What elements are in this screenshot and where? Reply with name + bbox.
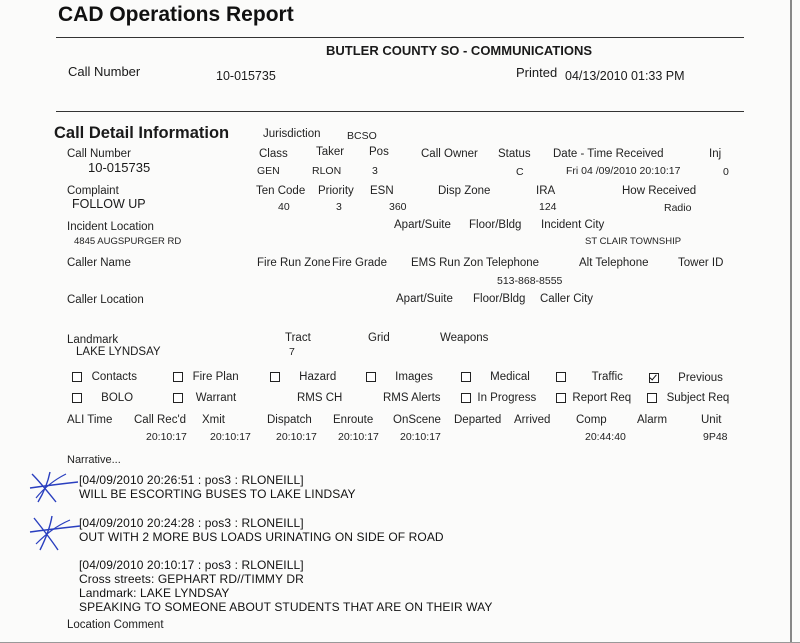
- fire-run-zone-label: Fire Run Zone: [257, 257, 331, 269]
- call-number-value: 10-015735: [88, 160, 151, 175]
- header-divider: [56, 37, 744, 38]
- status-label: Status: [498, 148, 531, 160]
- checkbox-label: Previous: [678, 372, 723, 384]
- call-recd-value: 20:10:17: [146, 431, 187, 443]
- priority-label: Priority: [318, 185, 354, 197]
- ten-code-value: 40: [278, 201, 290, 213]
- esn-value: 360: [389, 201, 407, 213]
- onscene-value: 20:10:17: [400, 431, 441, 443]
- header-call-number-label: Call Number: [68, 64, 141, 79]
- ten-code-label: Ten Code: [256, 185, 306, 197]
- rms-ch-label: RMS CH: [297, 392, 343, 404]
- checkbox-box[interactable]: [556, 393, 566, 403]
- apart-suite-label: Apart/Suite: [394, 219, 451, 231]
- grid-label: Grid: [368, 332, 390, 344]
- report-title: CAD Operations Report: [58, 3, 294, 26]
- checkbox-label: Subject Req: [666, 392, 730, 404]
- call-owner-label: Call Owner: [421, 148, 478, 160]
- tower-id-label: Tower ID: [678, 257, 724, 269]
- pos-value: 3: [372, 165, 378, 177]
- esn-label: ESN: [370, 185, 394, 197]
- checkbox-label: In Progress: [477, 392, 537, 404]
- checkbox-medical[interactable]: [461, 371, 530, 383]
- checkbox-box[interactable]: [173, 372, 183, 382]
- checkbox-box[interactable]: [270, 372, 280, 382]
- narrative-label: Narrative...: [67, 454, 121, 466]
- checkbox-fire-plan[interactable]: [173, 371, 239, 383]
- call-recd-label: Call Rec'd: [134, 414, 187, 426]
- checkbox-label: Medical: [490, 371, 530, 383]
- class-label: Class: [259, 148, 288, 160]
- weapons-label: Weapons: [440, 332, 489, 344]
- checkbox-in-progress[interactable]: [461, 392, 536, 404]
- date-time-value: Fri 04 /09/2010 20:10:17: [566, 165, 681, 177]
- unit-value: 9P48: [703, 431, 728, 443]
- ira-label: IRA: [536, 185, 556, 197]
- checkbox-label: Hazard: [299, 371, 337, 383]
- enroute-value: 20:10:17: [338, 431, 379, 443]
- narrative-entry-line: Landmark: LAKE LYNDSAY: [79, 586, 230, 600]
- xmit-value: 20:10:17: [210, 431, 251, 443]
- printed-value: 04/13/2010 01:33 PM: [565, 69, 685, 83]
- checkbox-warrant[interactable]: [173, 392, 236, 404]
- checkbox-box[interactable]: [461, 372, 471, 382]
- location-comment-label: Location Comment: [67, 619, 164, 631]
- checkbox-hazard[interactable]: [270, 371, 336, 383]
- complaint-label: Complaint: [67, 185, 119, 197]
- narrative-entry-line: SPEAKING TO SOMEONE ABOUT STUDENTS THAT ARE ON THEIR WAY: [79, 600, 493, 614]
- onscene-label: OnScene: [393, 414, 441, 426]
- caller-apart-suite-label: Apart/Suite: [396, 293, 453, 305]
- checkbox-label: Images: [395, 371, 433, 383]
- alarm-label: Alarm: [637, 414, 668, 426]
- caller-name-label: Caller Name: [67, 257, 131, 269]
- header-call-number-value: 10-015735: [216, 69, 276, 83]
- narrative-entry-line: Cross streets: GEPHART RD//TIMMY DR: [79, 572, 304, 586]
- date-time-label: Date - Time Received: [553, 148, 664, 160]
- incident-location-value: 4845 AUGSPURGER RD: [74, 236, 182, 247]
- checkbox-previous[interactable]: [649, 372, 723, 384]
- taker-value: RLON: [312, 165, 342, 177]
- dispatch-value: 20:10:17: [276, 431, 317, 443]
- landmark-label: Landmark: [67, 334, 119, 346]
- taker-label: Taker: [316, 146, 345, 158]
- incident-city-value: ST CLAIR TOWNSHIP: [585, 236, 682, 247]
- status-value: C: [516, 166, 524, 178]
- narrative-entry-header: [04/09/2010 20:26:51 : pos3 : RLONEILL]: [79, 473, 304, 487]
- incident-city-label: Incident City: [541, 219, 605, 231]
- narrative-entry-header: [04/09/2010 20:24:28 : pos3 : RLONEILL]: [79, 516, 304, 530]
- narrative-entry-header: [04/09/2010 20:10:17 : pos3 : RLONEILL]: [79, 558, 304, 572]
- caller-floor-bldg-label: Floor/Bldg: [473, 293, 526, 305]
- xmit-label: Xmit: [202, 414, 225, 426]
- telephone-label: Telephone: [486, 257, 540, 269]
- unit-label: Unit: [701, 414, 722, 426]
- how-received-value: Radio: [664, 202, 692, 214]
- tract-value: 7: [289, 346, 295, 358]
- call-detail-title: Call Detail Information: [54, 124, 230, 142]
- checkbox-traffic[interactable]: [556, 371, 623, 383]
- checkbox-report-req[interactable]: [556, 392, 631, 404]
- agency-name: BUTLER COUNTY SO - COMMUNICATIONS: [326, 43, 593, 58]
- ali-time-label: ALI Time: [67, 414, 113, 426]
- departed-label: Departed: [454, 414, 502, 426]
- pen-asterisk-mark-icon: [26, 468, 82, 508]
- checkbox-box[interactable]: [647, 393, 657, 403]
- pen-asterisk-mark-icon: [26, 512, 82, 556]
- comp-label: Comp: [576, 414, 607, 426]
- complaint-value: FOLLOW UP: [72, 197, 146, 211]
- section-divider: [56, 111, 744, 112]
- ira-value: 124: [539, 201, 557, 213]
- pos-label: Pos: [369, 146, 389, 158]
- fire-grade-label: Fire Grade: [332, 257, 387, 269]
- checked-box-icon[interactable]: [649, 373, 659, 383]
- arrived-label: Arrived: [514, 414, 551, 426]
- ems-run-zone-label: EMS Run Zon: [411, 257, 484, 269]
- caller-city-label: Caller City: [540, 293, 594, 305]
- telephone-value: 513-868-8555: [497, 275, 563, 287]
- enroute-label: Enroute: [333, 414, 374, 426]
- checkbox-images[interactable]: [366, 371, 433, 383]
- jurisdiction-label: Jurisdiction: [263, 128, 321, 140]
- inj-value: 0: [723, 166, 729, 178]
- checkbox-box[interactable]: [556, 372, 566, 382]
- floor-bldg-label: Floor/Bldg: [469, 219, 522, 231]
- checkbox-label: Warrant: [195, 392, 237, 404]
- incident-location-label: Incident Location: [67, 221, 154, 233]
- checkbox-label: Report Req: [572, 392, 632, 404]
- checkbox-bolo[interactable]: [72, 392, 133, 404]
- printed-label: Printed: [516, 65, 558, 80]
- checkbox-subject-req[interactable]: [647, 392, 729, 404]
- priority-value: 3: [336, 201, 342, 213]
- narrative-entry-line: OUT WITH 2 MORE BUS LOADS URINATING ON SIDE OF ROAD: [79, 530, 444, 544]
- rms-alerts-label: RMS Alerts: [383, 392, 441, 404]
- alt-telephone-label: Alt Telephone: [579, 257, 649, 269]
- checkbox-label: Contacts: [91, 371, 137, 383]
- checkbox-box[interactable]: [461, 393, 471, 403]
- tract-label: Tract: [285, 332, 311, 344]
- class-value: GEN: [257, 165, 280, 177]
- comp-value: 20:44:40: [585, 431, 626, 443]
- checkbox-label: Fire Plan: [192, 371, 239, 383]
- narrative-entry-line: WILL BE ESCORTING BUSES TO LAKE LINDSAY: [79, 487, 356, 501]
- caller-location-label: Caller Location: [67, 294, 144, 306]
- call-number-label: Call Number: [67, 148, 131, 160]
- checkbox-contacts[interactable]: [72, 371, 137, 383]
- checkbox-box[interactable]: [72, 393, 82, 403]
- checkbox-label: BOLO: [101, 392, 134, 404]
- inj-label: Inj: [709, 148, 722, 160]
- disp-zone-label: Disp Zone: [438, 185, 491, 197]
- jurisdiction-value: BCSO: [347, 130, 377, 142]
- checkbox-box[interactable]: [366, 372, 376, 382]
- dispatch-label: Dispatch: [267, 414, 312, 426]
- how-received-label: How Received: [622, 185, 697, 197]
- page-edge: [790, 0, 792, 643]
- landmark-value: LAKE LYNDSAY: [76, 346, 161, 358]
- checkbox-box[interactable]: [173, 393, 183, 403]
- checkbox-box[interactable]: [72, 372, 82, 382]
- checkbox-label: Traffic: [591, 371, 623, 383]
